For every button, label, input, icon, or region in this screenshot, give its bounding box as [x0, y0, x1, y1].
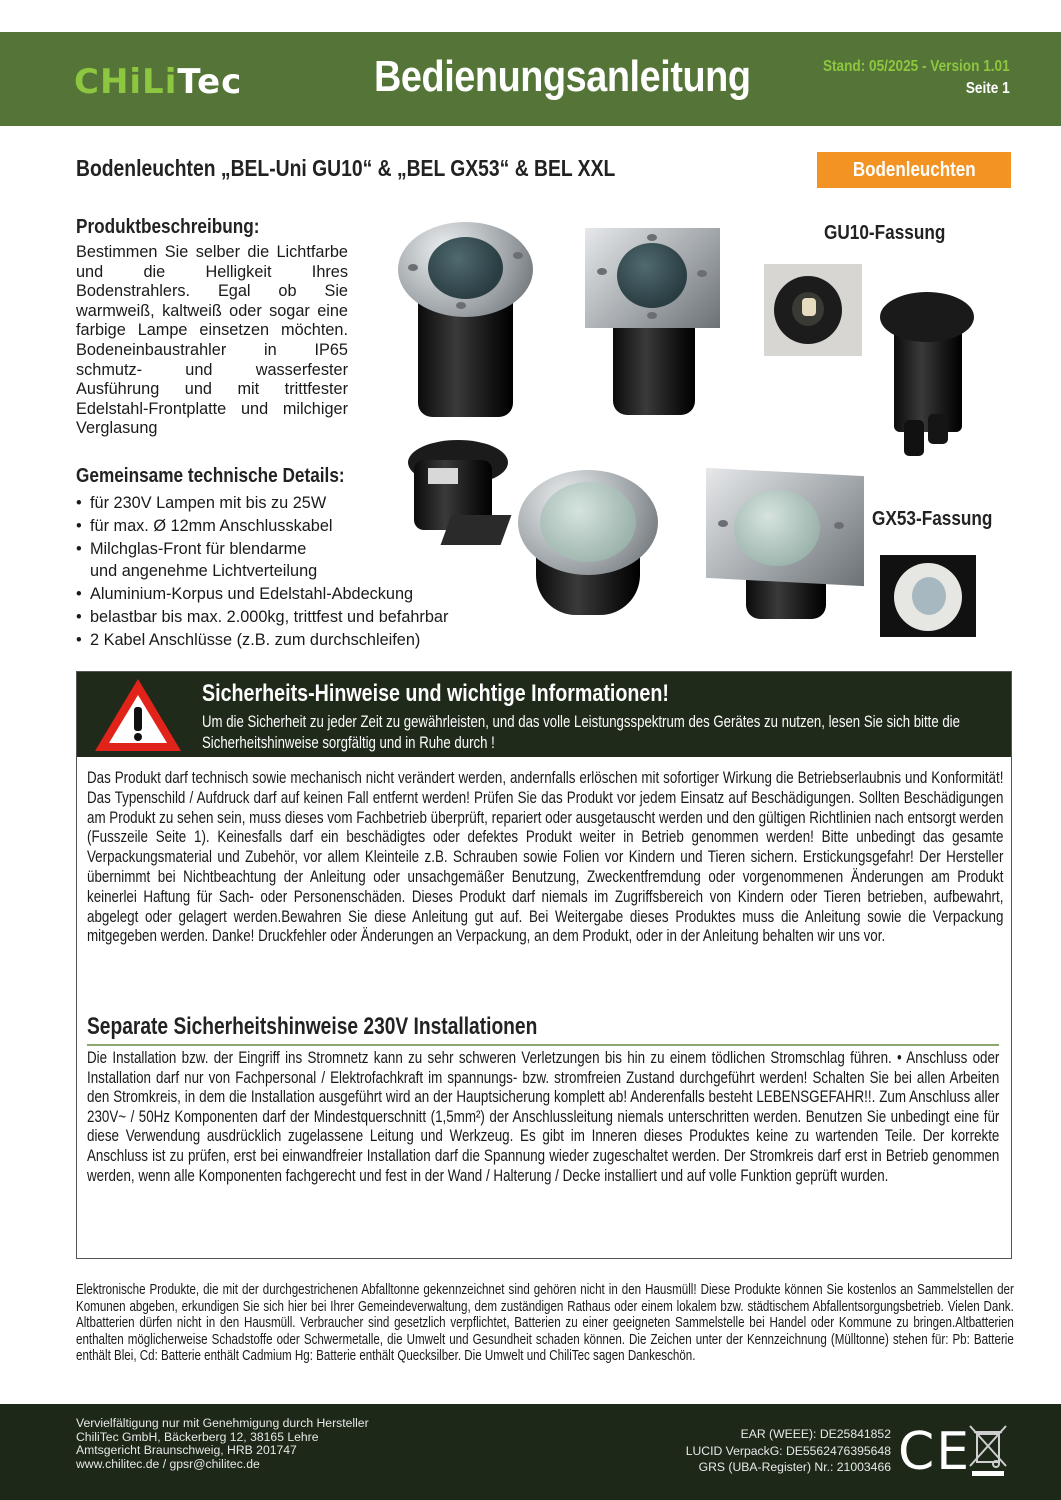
ce-mark-icon: CE	[898, 1422, 972, 1482]
ear-weee-number: EAR (WEEE): DE25841852	[740, 1427, 891, 1441]
product-title: Bodenleuchten „BEL-Uni GU10“ & „BEL GX53“ & BEL XXL	[76, 155, 616, 181]
safety-title: Sicherheits-Hinweise und wichtige Informationen!	[202, 680, 669, 707]
weee-crossed-bin-icon	[968, 1424, 1008, 1478]
warning-triangle-icon	[93, 677, 183, 753]
disposal-notice: Elektronische Produkte, die mit der durchgestrichenen Abfalltonne gekennzeichnet sind gehören nicht in den Hausmüll! Diese Produkte können Sie kostenlos an Sammelstellen der Komunen abgeben, erkundigen Sie sich hier bei Ihrer Gemeindeverwaltung, dem zuständigen Rathaus oder einem lokalem bzw. städtischem Abfallentsorgungsbetrieb. Vielen Dank. Altbatterien dürfen nicht in den Hausmüll. Verbraucher sind gesetzlich verpflichtet, Batterien zu einer geeigneten Sammelstelle bei Handel oder Kommune zu bringen.Altbatterien enthalten möglicherweise Schadstoffe oder Schwermetalle, die Umwelt und Gesundheit schaden können. Die Zeichen unter der Kennzeichnung (Mülltonne) stehen für: Pb: Batterie enthält Blei, Cd: Batterie enthält Cadmium Hg: Batterie enthält Quecksilber. Die Umwelt und ChiliTec sagen Dankeschön.	[76, 1282, 1014, 1365]
product-image-round-gu10	[398, 222, 533, 422]
detail-item-continuation: und angenehme Lichtverteilung	[90, 562, 318, 581]
footer-line: ChiliTec GmbH, Bäckerberg 12, 38165 Lehre	[76, 1429, 319, 1444]
safety-intro: Um die Sicherheit zu jeder Zeit zu gewährleisten, und das volle Leistungsspektrum des Gerätes zu nutzen, lesen Sie sich bitte die Sicherheitshinweise sorgfältig und in Ruhe durch !	[202, 713, 960, 752]
footer-line: Vervielfältigung nur mit Genehmigung durch Hersteller	[76, 1416, 369, 1430]
logo-tec-text: Tec	[177, 62, 243, 102]
safety-banner	[77, 672, 1011, 757]
safety-section	[76, 671, 1012, 1259]
detail-item: • belastbar bis max. 2.000kg, trittfest und befahrbar	[76, 606, 516, 629]
header-meta	[790, 58, 1010, 98]
product-image-round-xxl	[518, 470, 658, 620]
install-safety-title: Separate Sicherheitshinweise 230V Installationen	[87, 1013, 538, 1040]
footer-company-info	[76, 1417, 369, 1471]
grs-number: GRS (UBA-Register) Nr.: 21003466	[698, 1460, 891, 1474]
gu10-socket-photo	[764, 264, 862, 356]
page-footer	[0, 1404, 1061, 1500]
version-label: Stand: 05/2025 - Version 1.01	[823, 58, 1010, 75]
detail-item: • für max. Ø 12mm Anschlusskabel	[76, 515, 516, 538]
description-text: Bestimmen Sie selber die Lichtfarbe und die Helligkeit Ihres Bodenstrahlers. Egal ob Sie warmweiß, kaltweiß oder sogar eine farbige Lampe einsetzen möchten. Bodeneinbaustrahler in IP65 schmutz- und wasserfester Ausführung und mit trittfester Edelstahl-Frontplatte und milchiger Verglasung	[76, 243, 348, 438]
category-badge	[817, 152, 1011, 188]
safety-text: Das Produkt darf technisch sowie mechanisch nicht verändert werden, andernfalls erlöschen mit sofortiger Wirkung die Betriebserlaubnis und Konformität! Das Typenschild / Aufdruck darf auf keinen Fall entfernt werden! Prüfen Sie das Produkt vor jedem Einsatz auf Beschädigungen. Sollten Beschädigungen am Produkt zu sehen sein, muss dieses vom Fachbetrieb überprüft, repariert oder ausgetauscht werden und den gültigen Richtlinien nach entsorgt werden (Fusszeile Seite 1). Keinesfalls darf ein beschädigtes oder defektes Produkt weiter in Betrieb genommen werden! Bitte unbedingt das gesamte Verpackungsmaterial und Zubehör, vor allem Kleinteile z.B. Schrauben sowie Folien vor Kindern und Tieren sichern. Erstickungsgefahr! Der Hersteller übernimmt bei Nichtbeachtung der Anleitung oder unsachgemäßer Benutzung, Zweckentfremdung oder vorgenommenen Änderungen am Produkt keinerlei Haftung für Sach- oder Personenschäden. Dieses Produkt darf niemals im Zugriffsbereich von Kindern oder Tieren betrieben, aufbewahrt, abgelegt oder gelagert werden.Bewahren Sie diese Anleitung gut auf. Bei Weitergabe dieses Produktes muss die Anleitung sowie die Verpackung mitgegeben werden. Danke! Druckfehler oder Änderungen an Verpackung, an dem Produkt, oder in der Anleitung behalten wir uns vor.	[87, 769, 1004, 946]
logo-chili-text: CHiLi	[74, 62, 178, 102]
footer-line: Amtsgericht Braunschweig, HRB 201747	[76, 1443, 297, 1458]
install-safety-text: Die Installation bzw. der Eingriff ins Stromnetz kann zu sehr schweren Verletzungen bis hin zu einem tödlichen Stromschlag führen. • Anschluss oder Installation darf nur von Fachpersonal / Elektrofachkraft im spannungs- bzw. stromfreien Zustand durchgeführt werden! Schalten Sie bei allen Arbeiten den Stromkreis, in dem die Installation ausgeführt wird an der Hauptsicherung komplett ab! Anderenfalls besteht LEBENSGEFAHR!!. Zum Anschluss aller 230V~ / 50Hz Komponenten darf der Mindestquerschnitt (1,5mm²) der Anschlussleitung niemals unterschritten werden. Benutzen Sie unbedingt eine für diese Verwendung ausdrücklich zugelassene Leitung und Werkzeug. Es gibt im Inneren dieses Produktes keine zu wartenden Teile. Der korrekte Anschluss ist zu prüfen, erst bei einwandfreier Installation darf die Spannung wieder zugeschaltet werden. Der Stromkreis darf erst in Betrieb genommen werden, wenn alle Komponenten fachgerecht und fest in der Wand / Halterung / Decke installiert und auf volle Funktion geprüft wurden.	[87, 1049, 1000, 1185]
footer-registrations	[686, 1426, 891, 1476]
page-header	[0, 32, 1061, 126]
page-number: Seite 1	[966, 80, 1010, 97]
document-title: Bedienungsanleitung	[374, 52, 751, 101]
detail-item: • 2 Kabel Anschlüsse (z.B. zum durchschleifen)	[76, 629, 516, 652]
product-image-square-gu10	[585, 228, 720, 418]
product-image-square-gx53	[706, 472, 864, 622]
gu10-label: GU10-Fassung	[824, 222, 946, 244]
gx53-label: GX53-Fassung	[872, 508, 993, 530]
detail-item: • Aluminium-Korpus und Edelstahl-Abdeckung	[76, 583, 516, 606]
gx53-socket-photo	[880, 555, 976, 637]
footer-website-email: www.chilitec.de / gpsr@chilitec.de	[76, 1456, 260, 1471]
detail-item: • Milchglas-Front für blendarme	[76, 538, 516, 561]
lucid-number: LUCID VerpackG: DE5562476395648	[685, 1443, 891, 1458]
product-description	[76, 216, 348, 439]
divider	[87, 1044, 999, 1046]
product-image-housing-bottom	[398, 440, 508, 555]
description-heading: Produktbeschreibung:	[76, 216, 260, 238]
details-heading: Gemeinsame technische Details:	[76, 465, 345, 487]
product-image-gu10-housing	[876, 292, 976, 462]
chilitec-logo	[74, 62, 242, 102]
detail-item: • für 230V Lampen mit bis zu 25W	[76, 492, 516, 515]
category-badge-label: Bodenleuchten	[852, 159, 976, 181]
